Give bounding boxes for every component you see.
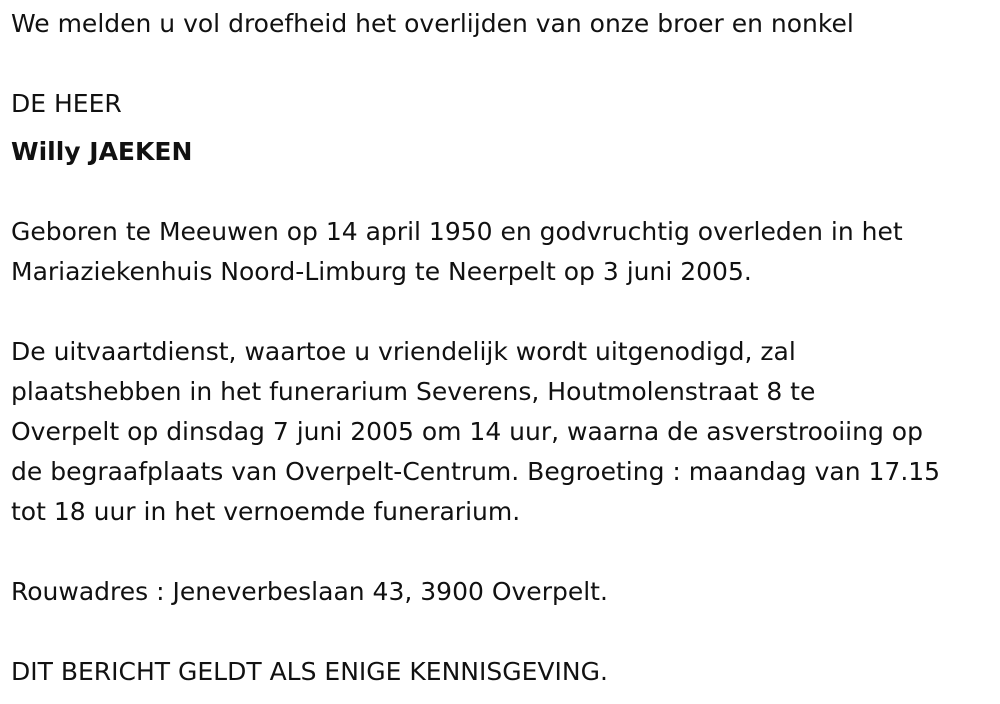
deceased-name: Willy JAEKEN xyxy=(11,137,193,166)
birth-death-paragraph xyxy=(11,212,996,292)
closing-statement: DIT BERICHT GELDT ALS ENIGE KENNISGEVING. xyxy=(11,657,608,686)
service-line-2: plaatshebben in het funerarium Severens, Houtmolenstraat 8 te xyxy=(11,377,816,406)
birth-death-line-2: Mariaziekenhuis Noord-Limburg te Neerpelt op 3 juni 2005. xyxy=(11,257,752,286)
death-notice xyxy=(11,4,996,692)
service-line-1: De uitvaartdienst, waartoe u vriendelijk wordt uitgenodigd, zal xyxy=(11,337,796,366)
intro-text: We melden u vol droefheid het overlijden van onze broer en nonkel xyxy=(11,9,854,38)
service-paragraph xyxy=(11,332,996,532)
honorific: DE HEER xyxy=(11,89,122,118)
service-line-5: tot 18 uur in het vernoemde funerarium. xyxy=(11,497,521,526)
birth-death-line-1: Geboren te Meeuwen op 14 april 1950 en godvruchtig overleden in het xyxy=(11,217,903,246)
service-line-3: Overpelt op dinsdag 7 juni 2005 om 14 uur, waarna de asverstrooiing op xyxy=(11,417,923,446)
service-line-4: de begraafplaats van Overpelt-Centrum. Begroeting : maandag van 17.15 xyxy=(11,457,941,486)
mourning-address: Rouwadres : Jeneverbeslaan 43, 3900 Overpelt. xyxy=(11,577,608,606)
